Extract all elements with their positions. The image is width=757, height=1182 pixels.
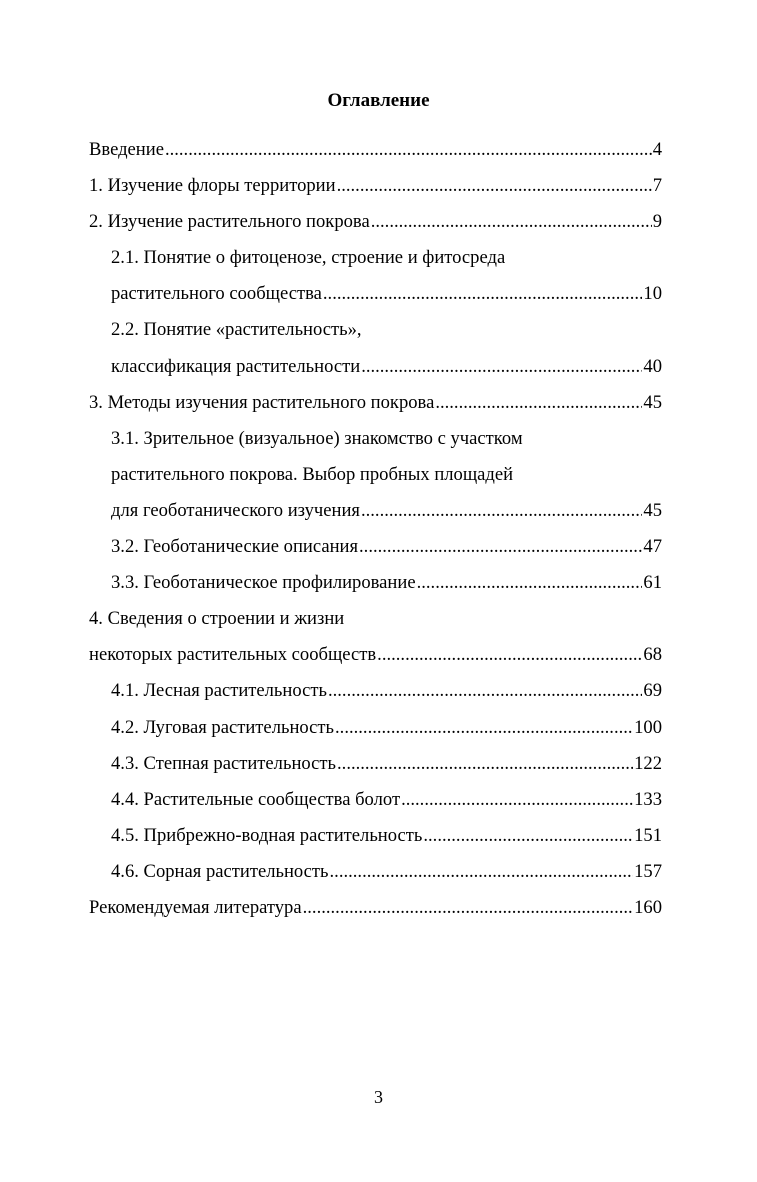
toc-entry-3-2: [89, 534, 662, 570]
toc-leader-dots: [303, 895, 633, 921]
toc-entry-text: 3.1. Зрительное (визуальное) знакомство с участком: [111, 427, 523, 449]
toc-entry-text: растительного покрова. Выбор пробных площадей: [111, 463, 514, 485]
page-number: 3: [374, 1087, 383, 1107]
toc-entry-page: 7: [652, 175, 662, 197]
toc-leader-dots: [361, 498, 642, 524]
toc-entry-text: 4. Сведения о строении и жизни: [89, 608, 345, 630]
toc-entry-page: 40: [643, 355, 662, 377]
toc-entry-3-1-line-2: [89, 462, 662, 498]
toc-entry-intro: [89, 137, 662, 173]
toc-entry-page: 61: [643, 572, 662, 594]
toc-leader-dots: [423, 823, 633, 849]
toc-leader-dots: [330, 859, 634, 885]
toc-leader-dots: [377, 642, 642, 668]
toc-entry-page: 69: [643, 680, 662, 702]
toc-entry-text: 4.4. Растительные сообщества болот: [111, 788, 401, 810]
toc-entry-text: некоторых растительных сообществ: [89, 644, 377, 666]
toc-entry-text: классификация растительности: [111, 355, 361, 377]
toc-entry-text: 4.1. Лесная растительность: [111, 680, 327, 702]
toc-entry-text: 2. Изучение растительного покрова: [89, 211, 370, 233]
toc-leader-dots: [337, 751, 633, 777]
toc-entry-text: 4.6. Сорная растительность: [111, 860, 329, 882]
toc-entry-2: [89, 209, 662, 245]
toc-entry-text: для геоботанического изучения: [111, 499, 360, 521]
toc-entry-4-4: [89, 787, 662, 823]
toc-entry-text: Введение: [89, 139, 164, 160]
toc-entry-4-1: [89, 678, 662, 714]
toc-entry-text: 3. Методы изучения растительного покрова: [89, 391, 435, 413]
toc-entry-3: [89, 390, 662, 426]
toc-entry-page: 9: [652, 211, 662, 233]
toc-leader-dots: [337, 173, 652, 199]
toc-entry-1: [89, 173, 662, 209]
toc-entry-text: 4.3. Степная растительность: [111, 752, 337, 774]
toc-entry-page: 122: [634, 752, 662, 774]
toc-entry-2-2-line-2: [89, 354, 662, 390]
toc-entry-2-1-line-2: [89, 281, 662, 317]
toc-entry-4-3: [89, 751, 662, 787]
toc-entry-text: 1. Изучение флоры территории: [89, 175, 336, 197]
toc-entry-text: 4.2. Луговая растительность: [111, 716, 335, 738]
toc-entry-4-5: [89, 823, 662, 859]
toc-entry-references: [89, 895, 662, 931]
table-of-contents: [89, 137, 662, 931]
toc-entry-4-line-2: [89, 642, 662, 678]
toc-leader-dots: [165, 137, 652, 163]
toc-entry-page: 45: [643, 499, 662, 521]
toc-entry-3-3: [89, 570, 662, 606]
toc-entry-2-2-line-1: [89, 317, 662, 353]
toc-entry-page: 68: [643, 644, 662, 666]
page-title: Оглавление: [327, 90, 430, 111]
toc-entry-page: 47: [643, 536, 662, 558]
toc-entry-text: 2.1. Понятие о фитоценозе, строение и фитосреда: [111, 247, 506, 269]
toc-entry-text: Рекомендуемая литература: [89, 896, 302, 918]
toc-entry-page: 133: [634, 788, 662, 810]
toc-leader-dots: [359, 534, 642, 560]
toc-leader-dots: [371, 209, 652, 235]
toc-entry-text: растительного сообщества: [111, 283, 322, 305]
toc-entry-4-line-1: [89, 606, 662, 642]
toc-entry-text: 3.2. Геоботанические описания: [111, 536, 359, 558]
toc-entry-page: 45: [643, 391, 662, 413]
toc-entry-text: 3.3. Геоботаническое профилирование: [111, 572, 416, 594]
toc-leader-dots: [328, 678, 642, 704]
toc-entry-4-6: [89, 859, 662, 895]
toc-leader-dots: [401, 787, 633, 813]
toc-leader-dots: [417, 570, 643, 596]
toc-entry-page: 100: [634, 716, 662, 738]
toc-leader-dots: [361, 354, 642, 380]
toc-entry-page: 151: [634, 824, 662, 846]
toc-entry-page: 4: [652, 139, 662, 160]
toc-entry-3-1-line-1: [89, 426, 662, 462]
toc-entry-4-2: [89, 715, 662, 751]
toc-entry-3-1-line-3: [89, 498, 662, 534]
toc-entry-text: 4.5. Прибрежно-водная растительность: [111, 824, 423, 846]
toc-entry-2-1-line-1: [89, 245, 662, 281]
toc-entry-page: 157: [634, 860, 662, 882]
toc-leader-dots: [435, 390, 642, 416]
toc-leader-dots: [335, 715, 633, 741]
toc-entry-page: 160: [634, 896, 662, 918]
toc-leader-dots: [323, 281, 643, 307]
toc-entry-text: 2.2. Понятие «растительность»,: [111, 319, 362, 341]
toc-entry-page: 10: [643, 283, 662, 305]
